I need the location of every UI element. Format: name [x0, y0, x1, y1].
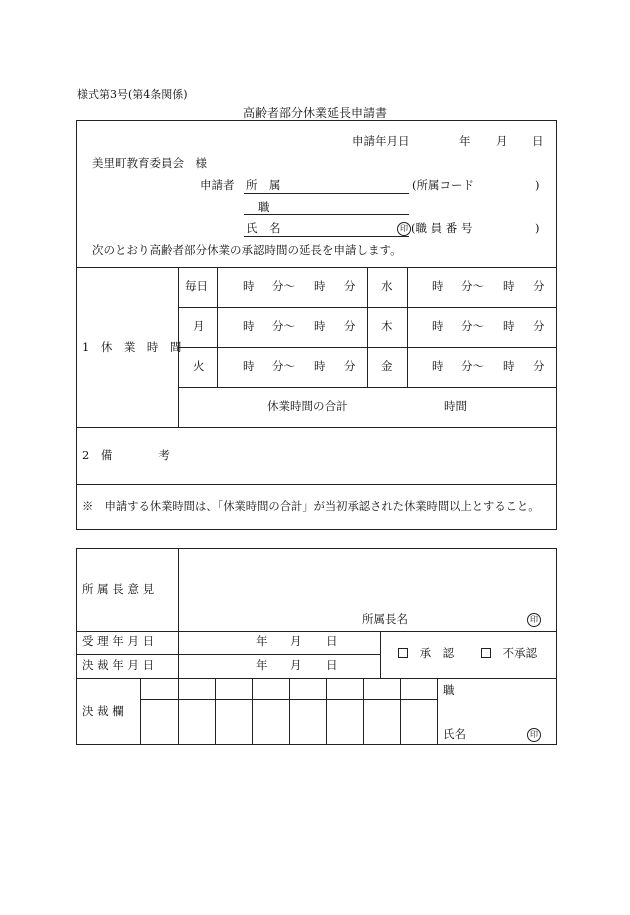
form-number: 様式第3号(第4条関係)	[77, 88, 188, 101]
decided-date-label: 決 裁 年 月 日	[82, 658, 155, 672]
decision-name-label: 氏名	[443, 727, 466, 741]
time-min: 分	[344, 279, 356, 293]
time-min-tilde: 分～	[272, 319, 295, 333]
time-hour: 時	[243, 319, 255, 333]
application-date-label: 申請年月日	[352, 134, 410, 148]
form-title: 高齢者部分休業延長申請書	[242, 106, 387, 120]
day-label: 水	[381, 279, 393, 293]
divider	[217, 267, 218, 387]
position-label: 職	[258, 200, 270, 214]
time-hour: 時	[503, 319, 515, 333]
decided-month: 月	[290, 658, 302, 672]
time-min: 分	[344, 319, 356, 333]
time-min-tilde: 分～	[461, 279, 484, 293]
seal-icon: 印	[527, 613, 541, 627]
divider	[178, 387, 557, 388]
date-year: 年	[459, 134, 471, 148]
decision-column-label: 決 裁 欄	[82, 704, 124, 718]
reject-option[interactable]	[481, 648, 537, 660]
divider	[140, 678, 141, 745]
divider	[215, 678, 216, 745]
divider	[437, 678, 438, 745]
time-min-tilde: 分～	[461, 319, 484, 333]
divider	[76, 427, 557, 428]
time-min: 分	[533, 279, 545, 293]
statement: 次のとおり高齢者部分休業の承認時間の延長を申請します。	[92, 243, 402, 257]
note: ※ 申請する休業時間は、「休業時間の合計」が当初承認された休業時間以上とすること。	[82, 500, 540, 513]
name-label: 氏 名	[246, 221, 281, 235]
decided-year: 年	[256, 658, 268, 672]
staff-number-label: (職 員 番 号	[411, 221, 473, 235]
approve-label: 承 認	[419, 646, 455, 660]
time-hour: 時	[432, 319, 444, 333]
divider	[140, 699, 437, 700]
approve-option[interactable]	[398, 648, 454, 660]
received-day: 日	[326, 634, 338, 648]
divider	[380, 631, 381, 678]
seal-icon: 印	[397, 222, 411, 236]
position-underline	[244, 214, 409, 215]
schedule-section-label: 1 休 業 時 間	[82, 340, 182, 354]
divider	[407, 267, 408, 387]
decided-day: 日	[326, 658, 338, 672]
divider	[289, 678, 290, 745]
total-unit: 時間	[444, 399, 467, 413]
divider	[76, 267, 557, 268]
time-min: 分	[533, 359, 545, 373]
affiliation-code-label: (所属コード	[412, 178, 474, 192]
day-label: 火	[193, 359, 205, 373]
day-label: 木	[381, 319, 393, 333]
time-hour: 時	[243, 279, 255, 293]
divider	[76, 484, 557, 485]
time-hour: 時	[503, 359, 515, 373]
time-hour: 時	[432, 359, 444, 373]
time-hour: 時	[314, 319, 326, 333]
received-date-label: 受 理 年 月 日	[82, 634, 155, 648]
time-hour: 時	[314, 279, 326, 293]
name-underline	[244, 236, 409, 237]
divider	[76, 631, 557, 632]
date-day: 日	[532, 134, 544, 148]
divider	[178, 548, 179, 678]
divider	[326, 678, 327, 745]
approve-checkbox[interactable]	[398, 648, 408, 658]
time-min-tilde: 分～	[461, 359, 484, 373]
addressee: 美里町教育委員会 様	[92, 156, 207, 170]
divider	[76, 654, 380, 655]
received-month: 月	[290, 634, 302, 648]
time-min: 分	[344, 359, 356, 373]
divider	[178, 678, 179, 745]
day-label: 金	[381, 359, 393, 373]
time-hour: 時	[503, 279, 515, 293]
affiliation-code-close: )	[535, 178, 540, 192]
divider	[363, 678, 364, 745]
seal-icon: 印	[527, 728, 541, 742]
affiliation-label: 所 属	[246, 178, 281, 192]
total-label: 休業時間の合計	[267, 399, 348, 413]
affiliation-underline	[244, 193, 409, 194]
staff-number-close: )	[535, 221, 540, 235]
day-label: 毎日	[185, 279, 208, 293]
applicant-label: 申請者	[200, 178, 235, 192]
remarks-label: 2 備 考	[82, 448, 170, 462]
time-min-tilde: 分～	[272, 359, 295, 373]
time-min-tilde: 分～	[272, 279, 295, 293]
time-hour: 時	[243, 359, 255, 373]
reject-checkbox[interactable]	[481, 648, 491, 658]
time-hour: 時	[314, 359, 326, 373]
divider	[252, 678, 253, 745]
divider	[400, 678, 401, 745]
reject-label: 不承認	[502, 646, 538, 660]
received-year: 年	[256, 634, 268, 648]
chief-name-label: 所属長名	[362, 612, 408, 626]
time-hour: 時	[432, 279, 444, 293]
day-label: 月	[193, 319, 205, 333]
date-month: 月	[496, 134, 508, 148]
opinion-label: 所 属 長 意 見	[82, 582, 155, 596]
divider	[76, 678, 557, 679]
time-min: 分	[533, 319, 545, 333]
divider	[367, 267, 368, 387]
decision-position-label: 職	[443, 683, 455, 697]
